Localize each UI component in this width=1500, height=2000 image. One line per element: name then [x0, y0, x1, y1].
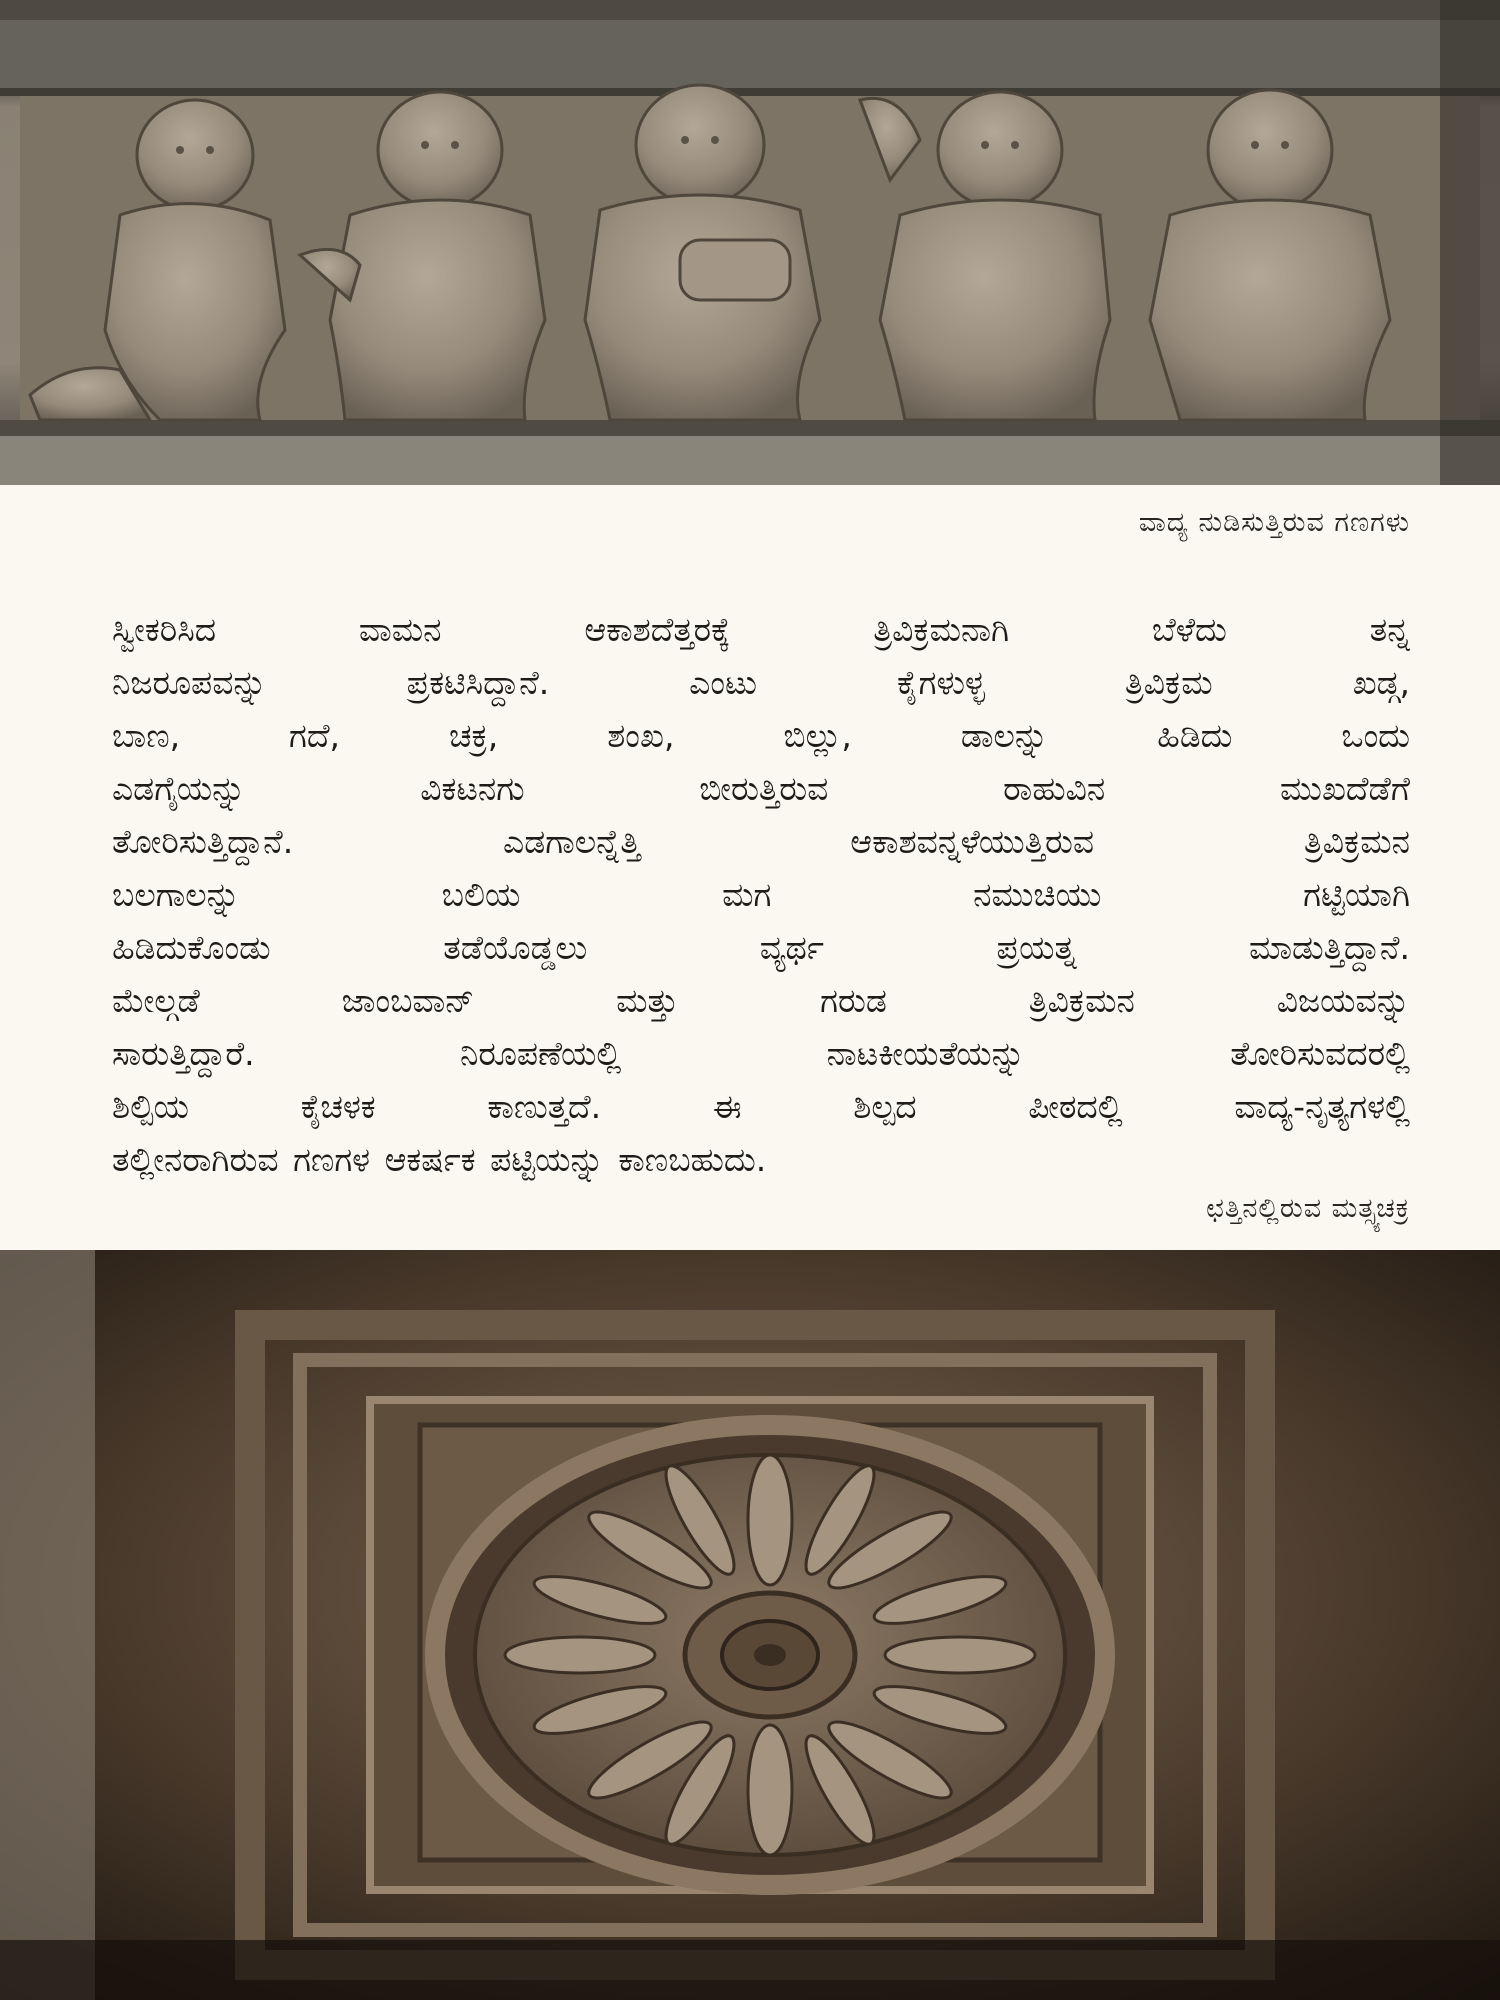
caption-top: ವಾದ್ಯ ನುಡಿಸುತ್ತಿರುವ ಗಣಗಳು: [1138, 507, 1410, 538]
caption-bottom: ಛತ್ತಿನಲ್ಲಿರುವ ಮತ್ಸ್ಯಚಕ್ರ: [1206, 1193, 1410, 1224]
body-line: ಸ್ವೀಕರಿಸಿದ ವಾಮನ ಆಕಾಶದೆತ್ತರಕ್ಕೆ ತ್ರಿವಿಕ್ರಮನಾಗಿ ಬೆಳೆದು ತನ್ನ: [112, 610, 1410, 649]
body-line: ಶಿಲ್ಪಿಯ ಕೈಚಳಕ ಕಾಣುತ್ತದೆ. ಈ ಶಿಲ್ಪದ ಪೀಠದಲ್ಲಿ ವಾದ್ಯ-ನೃತ್ಯಗಳಲ್ಲಿ: [112, 1087, 1410, 1126]
body-line: ಮೇಲ್ಗಡೆ ಜಾಂಬವಾನ್ ಮತ್ತು ಗರುಡ ತ್ರಿವಿಕ್ರಮನ ವಿಜಯವನ್ನು: [112, 981, 1410, 1020]
body-line: ನಿಜರೂಪವನ್ನು ಪ್ರಕಟಿಸಿದ್ದಾನೆ. ಎಂಟು ಕೈಗಳುಳ್ಳ ತ್ರಿವಿಕ್ರಮ ಖಡ್ಗ,: [112, 663, 1410, 702]
body-line: ತೋರಿಸುತ್ತಿದ್ದಾನೆ. ಎಡಗಾಲನ್ನೆತ್ತಿ ಆಕಾಶವನ್ನಳೆಯುತ್ತಿರುವ ತ್ರಿವಿಕ್ರಮನ: [112, 822, 1410, 861]
text-panel: [0, 485, 1500, 1250]
body-line: ಹಿಡಿದುಕೊಂಡು ತಡೆಯೊಡ್ಡಲು ವ್ಯರ್ಥ ಪ್ರಯತ್ನ ಮಾಡುತ್ತಿದ್ದಾನೆ.: [112, 928, 1410, 967]
relief-frieze-photo: [0, 0, 1500, 485]
ceiling-fish-wheel-photo: [0, 1250, 1500, 2000]
body-line: ಬಲಗಾಲನ್ನು ಬಲಿಯ ಮಗ ನಮುಚಿಯು ಗಟ್ಟಿಯಾಗಿ: [112, 875, 1410, 914]
body-line: ಸಾರುತ್ತಿದ್ದಾರೆ. ನಿರೂಪಣೆಯಲ್ಲಿ ನಾಟಕೀಯತೆಯನ್ನು ತೋರಿಸುವದರಲ್ಲಿ: [112, 1034, 1410, 1073]
body-line: ಎಡಗೈಯನ್ನು ವಿಕಟನಗು ಬೀರುತ್ತಿರುವ ರಾಹುವಿನ ಮುಖದೆಡೆಗೆ: [112, 769, 1410, 808]
body-line: ಬಾಣ, ಗದೆ, ಚಕ್ರ, ಶಂಖ, ಬಿಲ್ಲು, ಡಾಲನ್ನು ಹಿಡಿದು ಒಂದು: [112, 716, 1410, 755]
body-paragraph: [112, 603, 1410, 1186]
body-line: ತಲ್ಲೀನರಾಗಿರುವ ಗಣಗಳ ಆಕರ್ಷಕ ಪಟ್ಟಿಯನ್ನು ಕಾಣಬಹುದು.: [112, 1140, 767, 1179]
